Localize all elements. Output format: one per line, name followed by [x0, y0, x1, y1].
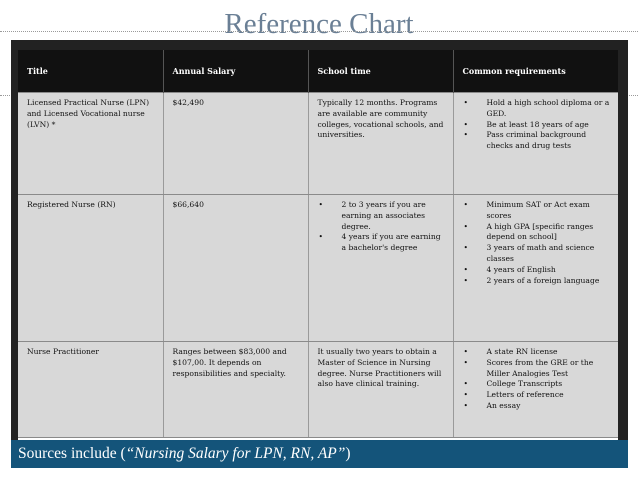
reference-table — [18, 50, 618, 438]
table-row — [18, 195, 618, 342]
list-item: • 4 years of English — [463, 265, 614, 276]
requirements-list — [463, 200, 614, 286]
header-school-time: School time — [308, 50, 453, 93]
list-item: • Pass criminal background checks and drug tests — [463, 130, 614, 152]
cell-salary: $66,640 — [163, 195, 308, 342]
frame-right — [618, 40, 628, 450]
list-item: • College Transcripts — [463, 379, 614, 390]
list-item: • 3 years of math and science classes — [463, 243, 614, 265]
frame-top — [11, 40, 628, 50]
frame-left — [11, 40, 18, 450]
requirements-list — [463, 98, 614, 152]
list-item: • Letters of reference — [463, 390, 614, 401]
sources-citation: “Nursing Salary for LPN, RN, AP” — [125, 445, 346, 462]
list-item: • A high GPA [specific ranges depend on school] — [463, 222, 614, 244]
list-item: • 4 years if you are earning a bachelor's degree — [318, 232, 448, 254]
header-common-requirements: Common requirements — [453, 50, 618, 93]
table-row — [18, 93, 618, 195]
list-item: • Scores from the GRE or the Miller Analogies Test — [463, 358, 614, 380]
dotted-rule-top — [0, 31, 638, 32]
cell-requirements — [453, 93, 618, 195]
school-time-list — [318, 200, 448, 254]
cell-title: Licensed Practical Nurse (LPN) and Licensed Vocational nurse (LVN) * — [18, 93, 163, 195]
list-item: • 2 to 3 years if you are earning an associates degree. — [318, 200, 448, 232]
sources-prefix: Sources include ( — [18, 445, 126, 462]
table-row — [18, 342, 618, 438]
list-item: • A state RN license — [463, 347, 614, 358]
cell-title: Nurse Practitioner — [18, 342, 163, 438]
sources-bar — [11, 440, 628, 468]
header-title: Title — [18, 50, 163, 93]
table-header-row — [18, 50, 618, 93]
cell-school-time: Typically 12 months. Programs are available are community colleges, vocational schools, and universities. — [308, 93, 453, 195]
sources-suffix: ) — [345, 445, 351, 462]
slide-title: Reference Chart — [224, 8, 414, 40]
requirements-list — [463, 347, 614, 412]
cell-salary: Ranges between $83,000 and $107,00. It depends on responsibilities and specialty. — [163, 342, 308, 438]
cell-requirements — [453, 342, 618, 438]
list-item: • An essay — [463, 401, 614, 412]
list-item: • Be at least 18 years of age — [463, 120, 614, 131]
cell-school-time — [308, 195, 453, 342]
cell-salary: $42,490 — [163, 93, 308, 195]
list-item: • Minimum SAT or Act exam scores — [463, 200, 614, 222]
cell-school-time: It usually two years to obtain a Master of Science in Nursing degree. Nurse Practitioners will also have clinical training. — [308, 342, 453, 438]
cell-title: Registered Nurse (RN) — [18, 195, 163, 342]
header-annual-salary: Annual Salary — [163, 50, 308, 93]
list-item: • Hold a high school diploma or a GED. — [463, 98, 614, 120]
list-item: • 2 years of a foreign language — [463, 276, 614, 287]
cell-requirements — [453, 195, 618, 342]
